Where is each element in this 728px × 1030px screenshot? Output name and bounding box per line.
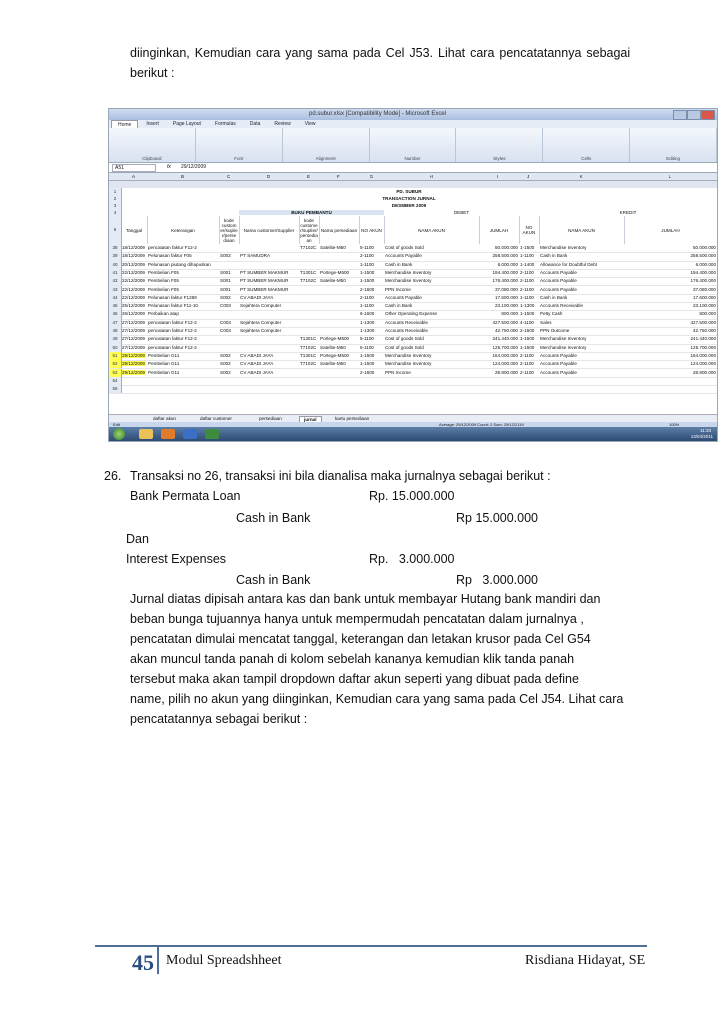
formula-bar	[109, 163, 717, 173]
cell-no-akun-kredit[interactable]: 1-1100	[520, 253, 534, 259]
cell-no-akun-kredit[interactable]: 1-1500	[520, 311, 535, 317]
cell-tanggal[interactable]: 27/12/2009	[122, 319, 145, 325]
excel-screenshot	[108, 108, 718, 442]
cell-nama-akun-debet[interactable]: Cash in Bank	[385, 261, 413, 267]
journal-1-account: Cash in Bank	[236, 511, 311, 525]
row-number[interactable]: 49	[109, 335, 122, 343]
formula-input[interactable]: 29/12/2009	[181, 164, 207, 170]
explanation-line-7: pencatatannya sebagai berikut :	[130, 712, 308, 726]
ribbon-group-clipboard	[109, 128, 196, 162]
cell-keterangan[interactable]: pencatatan faktur F12-2	[148, 336, 197, 342]
column-letter-h[interactable]: H	[429, 174, 433, 179]
column-letter-e[interactable]: E	[307, 174, 311, 179]
cell-nama-akun-kredit[interactable]: Cash in Bank	[540, 294, 568, 300]
cell-no-akun-kredit[interactable]: 2-1100	[520, 369, 534, 375]
status-mode: Edit	[113, 422, 120, 427]
cell-nama-akun-kredit[interactable]: Accounts Receivable	[540, 303, 583, 309]
word-icon[interactable]	[183, 429, 197, 439]
cell-jumlah-debet[interactable]: 241.440.000	[492, 336, 518, 342]
cell-no-akun-debet[interactable]: 2-1100	[360, 253, 374, 259]
row-number[interactable]: 3	[109, 202, 122, 209]
cell-no-akun-debet[interactable]: 2-1600	[360, 369, 375, 375]
column-letter-a[interactable]: A	[132, 174, 136, 179]
cell-keterangan[interactable]: Pelunasan faktur F05	[148, 253, 192, 259]
close-button[interactable]	[701, 110, 715, 120]
ribbon-group-number	[370, 128, 457, 162]
ribbon-group-editing	[630, 128, 717, 162]
header-nama-persediaan: Nama persediaan	[319, 216, 360, 244]
cell-tanggal[interactable]: 22/12/2009	[122, 269, 145, 275]
ribbon-tabs	[109, 120, 717, 128]
cell-kode-persediaan[interactable]: T7102C	[300, 278, 317, 284]
maximize-button[interactable]	[687, 110, 701, 120]
cell-jumlah-debet[interactable]: 17.600.000	[495, 294, 518, 300]
cell-no-akun-kredit[interactable]: 2-1100	[520, 352, 534, 358]
header-buku-pembantu: BUKU PEMBANTU	[239, 210, 384, 215]
intro-line-1: diinginkan, Kemudian cara yang sama pada Cel J53. Lihat cara pencatatannya sebagai	[130, 46, 631, 60]
sheet-tab-persediaan[interactable]: persediaan	[259, 416, 282, 421]
footer-rule	[95, 945, 647, 947]
header-keterangan: Keterangan	[147, 216, 220, 244]
ribbon-tab-home[interactable]: Home	[111, 120, 138, 128]
ribbon-tab-view[interactable]: View	[304, 121, 316, 127]
row-number[interactable]: 42	[109, 277, 122, 285]
cell-jumlah-kredit[interactable]: 176.400.000	[690, 278, 716, 284]
cell-nama-customer[interactable]: Sejahtera Computer	[240, 328, 282, 333]
cell-nama-akun-kredit[interactable]: Accounts Payable	[540, 286, 577, 292]
row-number[interactable]: 47	[109, 319, 122, 327]
cell-no-akun-kredit[interactable]: 2-1100	[520, 286, 534, 292]
ribbon-group-label: Alignment	[315, 156, 336, 161]
sheet-tab-daftar-customer[interactable]: daftar customer	[200, 416, 232, 421]
cell-tanggal[interactable]: 20/12/2009	[122, 261, 145, 267]
cell-nama-akun-debet[interactable]: Cost of goods Sold	[385, 245, 424, 250]
cell-jumlah-debet[interactable]: 194.400.000	[492, 269, 518, 275]
cell-nama-akun-debet[interactable]: Merchandise Inventory	[385, 361, 432, 367]
cell-nama-customer[interactable]: Sejahtera Computer	[240, 303, 282, 309]
cell-jumlah-kredit[interactable]: 164.000.000	[690, 352, 716, 358]
status-summary: Average: 29/12/2009 Count: 2 Sum: 29/12/2119	[439, 422, 524, 427]
section-number: 26.	[104, 469, 122, 483]
cell-keterangan[interactable]: Pembelian G11	[148, 369, 180, 375]
journal-3-account: Interest Expenses	[126, 552, 227, 566]
header-kode-persediaan: kode custome r/suplier/ persedia an	[299, 216, 320, 244]
cell-nama-akun-debet[interactable]: Other Operating Expense	[385, 311, 438, 317]
cell-nama-akun-kredit[interactable]: Allowance for Doubtful Debt	[540, 261, 597, 267]
header-nama-customer: Nama customer/Supplier	[239, 216, 300, 244]
header-jumlah-kredit: JUMLAH	[624, 216, 718, 244]
cell-nama-akun-kredit[interactable]: Accounts Payable	[540, 361, 577, 367]
cell-keterangan[interactable]: Pembelian G11	[148, 352, 180, 358]
journal-1-credit: Rp 15.000.000	[456, 511, 539, 525]
clock-date: 13/04/2011	[690, 434, 713, 439]
cell-jumlah-debet[interactable]: 6.000.000	[497, 261, 518, 267]
row-number[interactable]: 50	[109, 344, 122, 352]
cell-nama-akun-debet[interactable]: Merchandise Inventory	[385, 269, 432, 275]
cell-jumlah-kredit[interactable]: 42.750.000	[693, 328, 716, 333]
explanation-line-4: akan muncul tanda panah di kolom sebelah kananya kemudian klik tanda panah	[130, 652, 575, 666]
worksheet-grid[interactable]	[109, 188, 717, 414]
cell-nama-akun-kredit[interactable]: PPN Outcome	[540, 328, 570, 333]
column-letter-f[interactable]: F	[337, 174, 340, 179]
zoom-level[interactable]: 100%	[669, 422, 680, 427]
cell-nama-persediaan[interactable]: Portege-M500	[320, 269, 350, 275]
cell-no-akun-debet[interactable]: 1-1500	[360, 269, 375, 275]
ribbon-tab-insert[interactable]: Insert	[146, 121, 159, 127]
header-no-akun-kredit: NO AKUN	[519, 216, 540, 244]
cell-jumlah-kredit[interactable]: 50.000.000	[693, 245, 716, 250]
cell-tanggal[interactable]: 29/12/2009	[122, 361, 145, 367]
cell-no-akun-kredit[interactable]: 1-1100	[520, 294, 534, 300]
cell-nama-akun-debet[interactable]: Accounts Receivable	[385, 319, 428, 325]
ribbon-group-label: Font	[234, 156, 244, 161]
column-headers	[109, 173, 717, 181]
cell-nama-persediaan[interactable]: Portege-M500	[320, 352, 350, 358]
cell-no-akun-debet[interactable]: 1-1300	[360, 319, 375, 325]
header-kredit: KREDIT	[619, 210, 637, 215]
cell-no-akun-debet[interactable]: 5-1100	[360, 344, 374, 350]
journal-0-debit: Rp. 15.000.000	[369, 489, 455, 503]
cell-nama-akun-debet[interactable]: Cost of goods Sold	[385, 336, 424, 342]
header-no-akun-debet: NO AKUN	[359, 216, 385, 244]
excel-window-title: pd.subur.xlsx [Compatibility Mode] - Microsoft Excel	[309, 111, 447, 117]
cell-jumlah-kredit[interactable]: 258.500.000	[690, 253, 716, 259]
cell-no-akun-debet[interactable]: 1-1500	[360, 361, 375, 367]
cell-no-akun-kredit[interactable]: 2-1100	[520, 278, 534, 284]
cell-keterangan[interactable]: Pembelian G11	[148, 361, 180, 367]
cell-no-akun-kredit[interactable]: 1-1500	[520, 336, 535, 342]
cell-no-akun-debet[interactable]: 1-1100	[360, 303, 374, 309]
cell-jumlah-debet[interactable]: 164.000.000	[492, 352, 518, 358]
cell-jumlah-debet[interactable]: 37.080.000	[495, 286, 518, 292]
cell-no-akun-kredit[interactable]: 1-1400	[520, 261, 535, 267]
minimize-button[interactable]	[673, 110, 687, 120]
windows-taskbar	[109, 427, 717, 441]
row-number[interactable]: 5	[109, 216, 122, 244]
row-number[interactable]: 51	[109, 352, 122, 360]
row-number[interactable]: 44	[109, 294, 122, 302]
sheet-tab-daftar-akun[interactable]: daftar akun	[153, 416, 176, 421]
cell-jumlah-debet[interactable]: 28.800.000	[495, 369, 518, 375]
clock-time: 11:33	[700, 428, 711, 433]
cell-nama-customer[interactable]: CV ABADI JAYA	[240, 361, 274, 367]
ribbon-group-cells	[543, 128, 630, 162]
fx-icon: fx	[167, 164, 171, 170]
cell-kode-customer[interactable]: S001	[220, 286, 231, 292]
row-number[interactable]: 55	[109, 385, 122, 393]
sheet-tab-kartu-persediaan[interactable]: kartu persediaan	[335, 416, 370, 421]
explanation-line-6: name, pilih no akun yang diinginkan, Kemudian cara yang sama pada Cel J54. Lihat cara	[130, 692, 624, 706]
cell-keterangan[interactable]: Pembelian F05	[148, 286, 179, 292]
cell-kode-persediaan[interactable]: T7102C	[300, 344, 317, 350]
start-button-icon[interactable]	[113, 428, 125, 440]
cell-no-akun-debet[interactable]: 5-1100	[360, 245, 374, 250]
cell-tanggal[interactable]: 29/12/2009	[122, 352, 145, 358]
cell-no-akun-kredit[interactable]: 2-1500	[520, 328, 535, 333]
row-number[interactable]: 52	[109, 360, 122, 368]
cell-nama-akun-kredit[interactable]: Petty Cash	[540, 311, 563, 317]
explanation-paragraph	[130, 590, 670, 730]
cell-no-akun-kredit[interactable]: 1-1500	[520, 245, 535, 250]
footer-author: Risdiana Hidayat, SE	[525, 953, 646, 968]
row-number[interactable]: 38	[109, 244, 122, 252]
cell-jumlah-kredit[interactable]: 6.000.000	[695, 261, 716, 267]
report-title-2: TRANSACTION JURNAL	[382, 196, 436, 201]
journal-3-debit: Rp. 3.000.000	[369, 552, 455, 566]
cell-nama-customer[interactable]: PT SUMBER MAKMUR	[240, 286, 289, 292]
cell-nama-akun-kredit[interactable]: Accounts Payable	[540, 369, 577, 375]
ribbon-group-label: Number	[404, 156, 421, 161]
cell-nama-persediaan[interactable]: Satelite-M50	[320, 245, 346, 250]
ribbon-group-styles	[456, 128, 543, 162]
cell-jumlah-kredit[interactable]: 23.100.000	[693, 303, 716, 309]
cell-jumlah-debet[interactable]: 125.700.000	[492, 344, 518, 350]
cell-no-akun-debet[interactable]: 1-1100	[360, 261, 374, 267]
cell-no-akun-kredit[interactable]: 4-1100	[520, 319, 534, 325]
row-number[interactable]: 40	[109, 261, 122, 269]
cell-tanggal[interactable]: 18/12/2009	[122, 245, 145, 250]
column-letter-d[interactable]: D	[267, 174, 271, 179]
journal-2-account: Dan	[126, 532, 149, 546]
cell-jumlah-debet[interactable]: 124.000.000	[492, 361, 518, 367]
cell-no-akun-kredit[interactable]: 2-1100	[520, 361, 534, 367]
cell-keterangan[interactable]: pencatatan faktur F12-2	[148, 328, 197, 333]
row-number[interactable]: 4	[109, 209, 122, 216]
ribbon-group-label: Cells	[581, 156, 592, 161]
ribbon-tab-formulas[interactable]: Formulas	[214, 121, 236, 127]
ribbon-group-label: Clipboard	[142, 156, 162, 161]
ribbon-group-label: Editing	[666, 156, 680, 161]
cell-jumlah-debet[interactable]: 42.750.000	[495, 328, 518, 333]
cell-jumlah-kredit[interactable]: 37.080.000	[693, 286, 716, 292]
header-kode-customer: kode custom er/suplie r/perse diaan	[219, 216, 240, 244]
cell-nama-akun-kredit[interactable]: Cash in Bank	[540, 253, 568, 259]
cell-no-akun-kredit[interactable]: 1-1300	[520, 303, 535, 309]
cell-kode-customer[interactable]: S002	[220, 352, 231, 358]
cell-keterangan[interactable]: pencatatan faktur F12-2	[148, 245, 197, 250]
cell-nama-customer[interactable]: CV ABADI JAYA	[240, 369, 274, 375]
row-number[interactable]: 41	[109, 269, 122, 277]
cell-kode-customer[interactable]: S002	[220, 369, 231, 375]
cell-tanggal[interactable]: 27/12/2009	[122, 336, 145, 342]
cell-tanggal[interactable]: 29/12/2009	[122, 369, 145, 375]
cell-no-akun-kredit[interactable]: 1-1500	[520, 344, 535, 350]
cell-no-akun-debet[interactable]: 6-1600	[360, 311, 375, 317]
cell-no-akun-debet[interactable]: 5-1100	[360, 336, 374, 342]
cell-tanggal[interactable]: 18/12/2009	[122, 253, 145, 259]
name-box[interactable]: A51	[112, 164, 156, 172]
cell-kode-customer[interactable]: C003	[220, 328, 231, 333]
ribbon-group-label: Styles	[493, 156, 506, 161]
cell-nama-persediaan[interactable]: Satelite-M50	[320, 344, 346, 350]
cell-no-akun-debet[interactable]: 2-1100	[360, 294, 374, 300]
column-letter-b[interactable]: B	[181, 174, 185, 179]
cell-no-akun-debet[interactable]: 1-1500	[360, 352, 375, 358]
cell-nama-akun-debet[interactable]: Cash in Bank	[385, 303, 413, 309]
ribbon-group-font	[196, 128, 283, 162]
cell-keterangan[interactable]: pencatatan faktur F12-2	[148, 319, 197, 325]
cell-nama-customer[interactable]: PT SUMBER MAKMUR	[240, 278, 289, 284]
cell-jumlah-kredit[interactable]: 125.700.000	[690, 344, 716, 350]
cell-nama-akun-debet[interactable]: PPN Income	[385, 369, 411, 375]
cell-tanggal[interactable]: 27/12/2009	[122, 344, 145, 350]
cell-keterangan[interactable]: Pelunasan piutang dihapuskan	[148, 261, 211, 267]
cell-no-akun-kredit[interactable]: 2-1100	[520, 269, 534, 275]
sheet-tab-jurnal[interactable]: jurnal	[299, 416, 322, 423]
cell-nama-akun-kredit[interactable]: Merchandise Inventory	[540, 245, 587, 250]
cell-nama-akun-kredit[interactable]: Accounts Payable	[540, 352, 577, 358]
ribbon	[109, 128, 717, 163]
cell-kode-customer[interactable]: S001	[220, 269, 231, 275]
cell-keterangan[interactable]: Pelunasan faktur F11-10	[148, 303, 198, 309]
cell-tanggal[interactable]: 22/12/2009	[122, 278, 145, 284]
cell-jumlah-kredit[interactable]: 800.000	[699, 311, 716, 317]
cell-tanggal[interactable]: 22/12/2009	[122, 286, 145, 292]
column-letter-j[interactable]: J	[527, 174, 530, 179]
cell-tanggal[interactable]: 25/12/2009	[122, 303, 145, 309]
media-player-icon[interactable]	[161, 429, 175, 439]
ribbon-tab-page-layout[interactable]: Page Layout	[172, 121, 201, 127]
intro-line-2: berikut :	[130, 66, 175, 80]
header-nama-akun-kredit: NAMA AKUN	[539, 216, 625, 244]
cell-nama-akun-kredit[interactable]: Accounts Payable	[540, 278, 577, 284]
cell-kode-persediaan[interactable]: T7102C	[300, 245, 317, 250]
excel-icon[interactable]	[205, 429, 219, 439]
explanation-line-3: pencatatan dimulai mencatat tanggal, keterangan dan letakan krusor pada Cel G54	[130, 632, 591, 646]
section-text: Transaksi no 26, transaksi ini bila dianalisa maka jurnalnya sebagai berikut :	[130, 469, 551, 483]
cell-nama-akun-kredit[interactable]: Sales	[540, 319, 552, 325]
row-number[interactable]: 46	[109, 310, 122, 318]
cell-keterangan[interactable]: Perbaikan atap	[148, 311, 179, 317]
footer-separator	[157, 946, 159, 974]
row-number[interactable]: 53	[109, 369, 122, 377]
cell-keterangan[interactable]: Pembelian F05	[148, 278, 179, 284]
cell-kode-customer[interactable]: S003	[220, 253, 231, 259]
cell-no-akun-debet[interactable]: 1-1300	[360, 328, 375, 333]
cell-nama-persediaan[interactable]: Satelite-M50	[320, 361, 346, 367]
cell-tanggal[interactable]: 26/12/2009	[122, 311, 145, 317]
journal-0-account: Bank Permata Loan	[130, 489, 241, 503]
column-letter-c[interactable]: C	[227, 174, 231, 179]
cell-jumlah-kredit[interactable]: 28.800.000	[693, 369, 716, 375]
cell-jumlah-debet[interactable]: 258.500.000	[492, 253, 518, 259]
cell-kode-customer[interactable]: S001	[220, 278, 231, 284]
explanation-line-5: tersebut maka akan tampil dropdown daftar akun seperti yang dibuat pada define	[130, 672, 579, 686]
cell-jumlah-kredit[interactable]: 124.000.000	[690, 361, 716, 367]
cell-nama-akun-kredit[interactable]: Merchandise Inventory	[540, 344, 587, 350]
cell-jumlah-debet[interactable]: 427.500.000	[492, 319, 518, 325]
table-row[interactable]	[109, 385, 717, 394]
cell-nama-akun-kredit[interactable]: Accounts Payable	[540, 269, 577, 275]
ribbon-tab-review[interactable]: Review	[274, 121, 291, 127]
cell-nama-customer[interactable]: Sejahtera Computer	[240, 319, 282, 325]
cell-nama-customer[interactable]: PT SUMBER MAKMUR	[240, 269, 289, 275]
cell-jumlah-debet[interactable]: 50.000.000	[495, 245, 518, 250]
cell-nama-akun-debet[interactable]: Accounts Receivable	[385, 328, 428, 333]
explanation-line-2: beban bunga tujuannya hanya untuk mempermudah pencatatan dalam jurnalnya ,	[130, 612, 584, 626]
cell-kode-persediaan[interactable]: T1301C	[300, 336, 317, 342]
cell-jumlah-debet[interactable]: 176.400.000	[492, 278, 518, 284]
cell-kode-persediaan[interactable]: T7102C	[300, 361, 317, 367]
cell-kode-customer[interactable]: C003	[220, 303, 231, 309]
cell-jumlah-kredit[interactable]: 194.400.000	[690, 269, 716, 275]
report-title-1: PD. SUBUR	[396, 189, 422, 194]
explorer-icon[interactable]	[139, 429, 153, 439]
cell-keterangan[interactable]: Pembelian F05	[148, 269, 179, 275]
excel-title-bar	[109, 109, 717, 120]
cell-keterangan[interactable]: pencatatan faktur F12-2	[148, 344, 197, 350]
page-number: 45	[132, 950, 154, 975]
row-number[interactable]: 43	[109, 286, 122, 294]
explanation-line-1: Jurnal diatas dipisah antara kas dan bank untuk membayar Hutang bank mandiri dan	[130, 592, 601, 606]
column-letter-l[interactable]: L	[668, 174, 672, 179]
cell-nama-persediaan[interactable]: Portege-M500	[320, 336, 350, 342]
row-number[interactable]: 39	[109, 252, 122, 260]
cell-jumlah-debet[interactable]: 23.100.000	[495, 303, 518, 309]
row-number[interactable]: 2	[109, 195, 122, 202]
journal-4-credit: Rp 3.000.000	[456, 573, 539, 587]
ribbon-group-alignment	[283, 128, 370, 162]
row-number[interactable]: 48	[109, 327, 122, 335]
cell-nama-persediaan[interactable]: Satelite-M50	[320, 278, 346, 284]
column-letter-g[interactable]: G	[369, 174, 374, 179]
cell-nama-akun-kredit[interactable]: Merchandise Inventory	[540, 336, 587, 342]
cell-jumlah-debet[interactable]: 800.000	[501, 311, 518, 317]
header-nama-akun-debet: NAMA AKUN	[384, 216, 480, 244]
cell-kode-customer[interactable]: S002	[220, 361, 231, 367]
cell-tanggal[interactable]: 27/12/2009	[122, 328, 145, 333]
cell-kode-persediaan[interactable]: T1301C	[300, 352, 317, 358]
cell-kode-customer[interactable]: S002	[220, 294, 231, 300]
cell-keterangan[interactable]: Pelunasan faktur F1289	[148, 294, 197, 300]
cell-kode-persediaan[interactable]: T1301C	[300, 269, 317, 275]
cell-nama-akun-debet[interactable]: Merchandise Inventory	[385, 352, 432, 358]
cell-jumlah-kredit[interactable]: 17.600.000	[693, 294, 716, 300]
column-letter-k[interactable]: K	[579, 174, 583, 179]
cell-jumlah-kredit[interactable]: 241.440.000	[690, 336, 716, 342]
journal-4-account: Cash in Bank	[236, 573, 311, 587]
row-number[interactable]: 54	[109, 377, 122, 385]
cell-no-akun-debet[interactable]: 1-1500	[360, 278, 375, 284]
ribbon-tab-data[interactable]: Data	[249, 121, 261, 127]
cell-nama-customer[interactable]: CV ABADI JAYA	[240, 352, 274, 358]
cell-nama-akun-debet[interactable]: Accounts Payable	[385, 253, 422, 259]
cell-nama-akun-debet[interactable]: Merchandise Inventory	[385, 278, 432, 284]
header-debet: DEBET	[453, 210, 470, 215]
header-tanggal: Tanggal	[121, 216, 148, 244]
row-number[interactable]: 1	[109, 188, 122, 195]
report-title-3: DESMBER 2009	[391, 203, 427, 208]
footer-title: Modul Spreadshheet	[166, 953, 282, 968]
cell-nama-akun-debet[interactable]: Cost of goods Sold	[385, 344, 424, 350]
cell-tanggal[interactable]: 22/12/2009	[122, 294, 145, 300]
cell-kode-customer[interactable]: C003	[220, 319, 231, 325]
cell-no-akun-debet[interactable]: 2-1600	[360, 286, 375, 292]
cell-nama-akun-debet[interactable]: Accounts Payable	[385, 294, 422, 300]
cell-nama-customer[interactable]: PT SAMUDRA	[240, 253, 271, 259]
cell-nama-customer[interactable]: CV ABADI JAYA	[240, 294, 274, 300]
column-letter-i[interactable]: I	[497, 174, 499, 179]
row-number[interactable]: 45	[109, 302, 122, 310]
header-jumlah-debet: JUMLAH	[479, 216, 520, 244]
cell-jumlah-kredit[interactable]: 427.500.000	[690, 319, 716, 325]
cell-nama-akun-debet[interactable]: PPN Income	[385, 286, 411, 292]
